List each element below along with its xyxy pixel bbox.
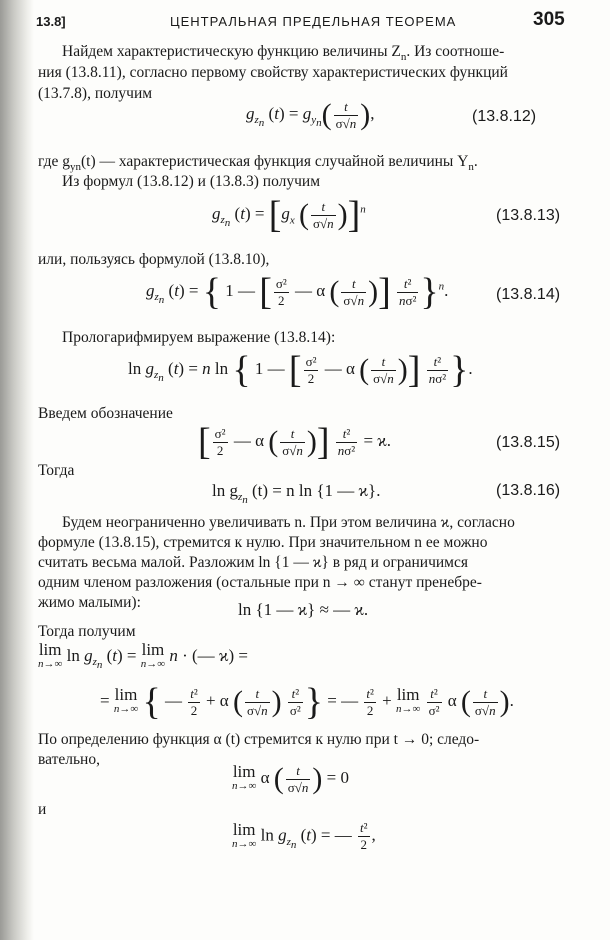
equation-limit-alpha: lim n→∞ α ( $\frac{t}{\sigma√n}$ ) = 0 xyxy=(232,762,350,795)
text-line: одним членом разложения (остальные при n → ∞ станут пренебре- xyxy=(38,574,482,591)
equation-13-8-16: $\ln g_{z_n}$ (t) = n ln {1 — ϰ}. xyxy=(212,481,381,507)
text-line: формуле (13.8.15), стремится к нулю. При значительном n ее можно xyxy=(38,534,488,551)
equation-label: (13.8.16) xyxy=(496,482,561,499)
text-line: жимо малыми): xyxy=(38,594,141,611)
equation-label: (13.8.15) xyxy=(496,434,561,451)
text-line: где $g_{yn}(t)$ — характеристическая функция случайной величины $Y_n$. xyxy=(38,153,478,174)
equation-log-gzn: $\ln g_{z_n}$ (t) = n ln { 1 — [ $\frac{\text{σ²}}{2}$ — α ( $\frac{t}{\sigma√n}$ )] $\frac{\text{t²}}{\text{nσ²}}$ }. xyxy=(128,349,473,391)
text-line: и xyxy=(38,801,47,818)
equation-limit-final: lim n→∞ $\ln g_{z_n}$ (t) = — $\frac{\text{t²}}{2}$ , xyxy=(232,819,376,852)
text-line: считать весьма малой. Разложим ln {1 — ϰ} в ряд и ограничимся xyxy=(38,554,468,571)
equation-label: (13.8.13) xyxy=(496,207,561,224)
text-line: Тогда xyxy=(38,462,75,479)
page-number: 305 xyxy=(533,9,565,30)
section-number: 13.8] xyxy=(36,14,66,29)
text-line: Тогда получим xyxy=(38,623,136,640)
text-line: ния (13.8.11), согласно первому свойству характеристических функций xyxy=(38,64,508,81)
equation-label: (13.8.14) xyxy=(496,286,561,303)
text-line: Из формул (13.8.12) и (13.8.3) получим xyxy=(62,173,321,190)
page-binding-shadow xyxy=(0,0,34,940)
equation-label: (13.8.12) xyxy=(472,108,537,125)
text-line: Введем обозначение xyxy=(38,405,173,422)
equation-13-8-14: $g_{z_n}$ (t) = { 1 — [ $\frac{\text{σ²}}{2}$ — α ( $\frac{t}{\sigma√n}$ )] $\frac{\text{t²}}{\text{nσ²}}$ }$^n$. xyxy=(146,271,449,313)
text-line: (13.7.8), получим xyxy=(38,85,153,102)
equation-limit-2: = lim n→∞ { — $\frac{\text{t²}}{2}$ + α ( $\frac{t}{\sigma√n}$ ) $\frac{\text{t²}}{\text{σ²}}$ } = — $\frac{\text{t²}}{2}$ + lim n→∞ $\frac{\text{t²}}{\text{σ²}}$ α ( $\frac{t}{\sigma√n}$ ). xyxy=(100,681,514,723)
text-line: вательно, xyxy=(38,751,100,768)
text-line: Найдем характеристическую функцию величины $Z_n$. Из соотноше- xyxy=(62,43,505,64)
equation-13-8-13: $g_{z_n}$ $(t) = [g_x$ ( $\frac{t}{\sigma√n}$ )]$^n$ xyxy=(212,194,366,236)
equation-13-8-15: [ $\frac{\text{σ²}}{2}$ — α ( $\frac{t}{\sigma√n}$ )] $\frac{\text{t²}}{\text{nσ²}}$ = ϰ. xyxy=(198,421,392,463)
equation-log-expansion: ln {1 — ϰ} ≈ — ϰ. xyxy=(238,600,369,619)
text-line: Прологарифмируем выражение (13.8.14): xyxy=(62,329,336,346)
equation-13-8-12: $g_{z_n}$ $(t) = g_{y_n}$( $\frac{t}{\sigma√n}$ ), xyxy=(246,98,375,131)
text-line: Будем неограниченно увеличивать n. При этом величина ϰ, согласно xyxy=(62,514,515,531)
text-line: или, пользуясь формулой (13.8.10), xyxy=(38,251,270,268)
text-line: По определению функция α (t) стремится к нулю при t → 0; следо- xyxy=(38,731,480,748)
equation-limit-1: lim n→∞ $\ln g_{z_n}$ (t) = lim n→∞ n · (— ϰ) = xyxy=(38,640,248,672)
running-title: ЦЕНТРАЛЬНАЯ ПРЕДЕЛЬНАЯ ТЕОРЕМА xyxy=(170,14,457,29)
